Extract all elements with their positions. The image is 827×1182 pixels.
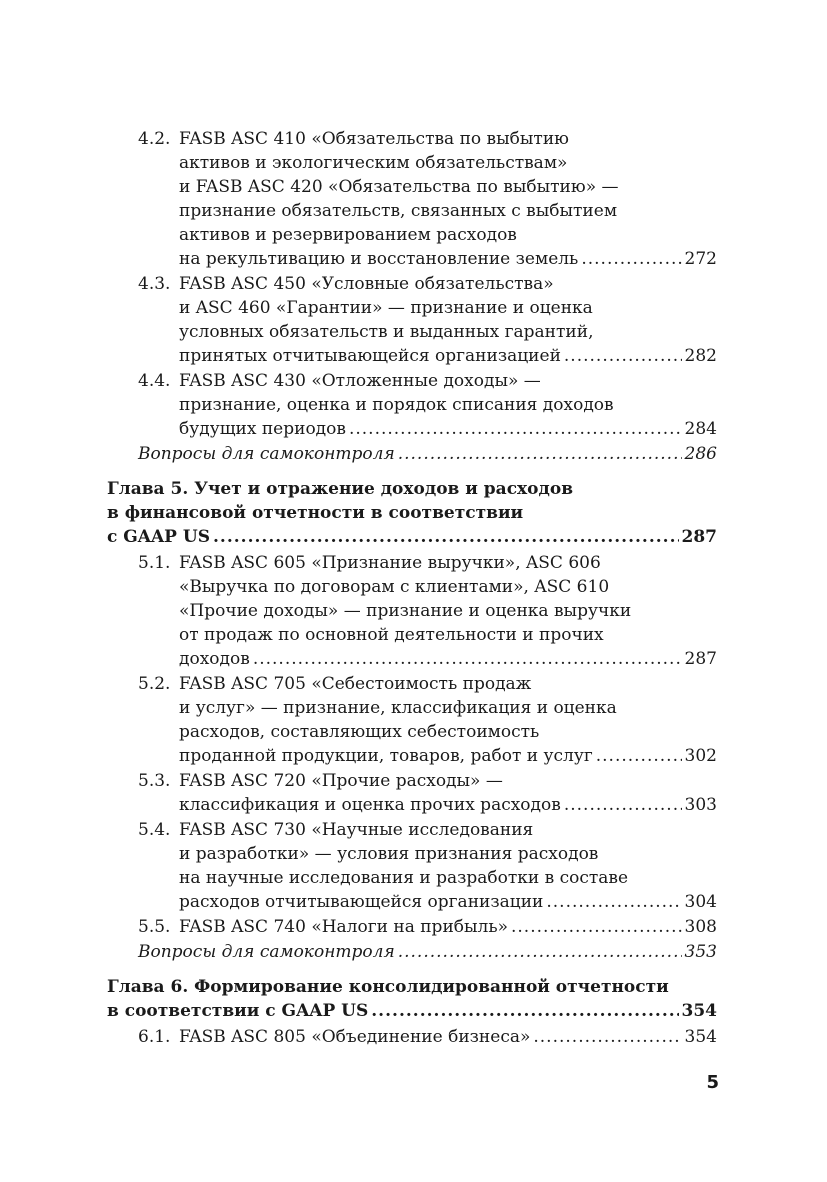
toc-section <box>107 127 717 271</box>
toc-leader-line <box>179 344 717 368</box>
toc-section-number: 5.2. <box>138 674 171 694</box>
toc-entry-text: с GAAP US <box>107 527 210 547</box>
toc-section-line: и ASC 460 «Гарантии» — признание и оценка <box>179 298 593 318</box>
toc-entry-text: Вопросы для самоконтроля <box>138 444 395 464</box>
toc-section-line: и FASB ASC 420 «Обязательства по выбытию» — <box>179 177 619 197</box>
toc-section-line: признание обязательств, связанных с выбытием <box>179 201 618 221</box>
toc-page-number: 286 <box>684 444 717 464</box>
toc-entry-text: будущих периодов <box>179 419 346 439</box>
toc-section-line: расходов, составляющих себестоимость <box>179 722 540 742</box>
toc-chapter <box>107 975 717 1023</box>
toc-dot-leader <box>253 647 682 671</box>
toc-section <box>107 769 717 817</box>
toc-entry-text: FASB ASC 805 «Объединение бизнеса» <box>179 1027 531 1047</box>
toc-section-line: от продаж по основной деятельности и прочих <box>179 625 604 645</box>
toc-chapter-line: Глава 5. Учет и отражение доходов и расходов <box>107 479 574 499</box>
toc-section-line: активов и резервированием расходов <box>179 225 517 245</box>
toc-leader-line <box>179 247 717 271</box>
toc-section-line: условных обязательств и выданных гарантий, <box>179 322 594 342</box>
toc-page-number: 354 <box>681 1001 717 1021</box>
toc-section <box>107 272 717 368</box>
toc-leader-line <box>179 890 717 914</box>
toc-entry-text: принятых отчитывающейся организацией <box>179 346 561 366</box>
toc-section <box>107 551 717 671</box>
toc-section <box>107 1025 717 1049</box>
toc-section-number: 4.2. <box>138 129 171 149</box>
toc-section-line: активов и экологическим обязательствам» <box>179 153 568 173</box>
toc-entry-text: Вопросы для самоконтроля <box>138 942 395 962</box>
toc-dot-leader <box>398 940 682 964</box>
toc-section-number: 5.4. <box>138 820 171 840</box>
toc-leader-line <box>179 744 717 768</box>
toc-questions <box>107 442 717 466</box>
toc-section-number: 5.5. <box>138 917 171 937</box>
toc-section-number: 5.1. <box>138 553 171 573</box>
toc-leader-line <box>107 999 717 1023</box>
toc-leader-line <box>179 647 717 671</box>
toc-page-number: 302 <box>684 746 717 766</box>
toc-dot-leader <box>564 344 682 368</box>
toc-section-number: 4.3. <box>138 274 171 294</box>
toc-section-line: на научные исследования и разработки в составе <box>179 868 629 888</box>
toc-page-number: 287 <box>684 649 717 669</box>
toc-section <box>107 369 717 441</box>
toc-page-number: 287 <box>681 527 717 547</box>
toc-chapter <box>107 477 717 549</box>
toc-chapter-line: Глава 6. Формирование консолидированной отчетности <box>107 977 669 997</box>
toc-page-number: 304 <box>684 892 717 912</box>
toc-section-line: FASB ASC 720 «Прочие расходы» — <box>179 771 503 791</box>
toc-section-line: FASB ASC 605 «Признание выручки», ASC 606 <box>179 553 601 573</box>
toc-page-number: 354 <box>684 1027 717 1047</box>
toc-questions <box>107 940 717 964</box>
toc-leader-line <box>107 525 717 549</box>
toc-dot-leader <box>581 247 681 271</box>
toc-section-line: и услуг» — признание, классификация и оценка <box>179 698 617 718</box>
toc-section-line: «Выручка по договорам с клиентами», ASC 610 <box>179 577 610 597</box>
toc-entry-text: на рекультивацию и восстановление земель <box>179 249 579 269</box>
toc-dot-leader <box>546 890 681 914</box>
toc-entry-text: классификация и оценка прочих расходов <box>179 795 561 815</box>
page-number: 5 <box>706 1072 719 1093</box>
toc-leader-line <box>138 940 717 964</box>
toc-section-line: FASB ASC 705 «Себестоимость продаж <box>179 674 532 694</box>
toc-section-number: 4.4. <box>138 371 171 391</box>
toc-entry-text: доходов <box>179 649 250 669</box>
toc-section-line: и разработки» — условия признания расходов <box>179 844 599 864</box>
toc-dot-leader <box>511 915 682 939</box>
toc-entry-text: расходов отчитывающейся организации <box>179 892 544 912</box>
toc-leader-line <box>179 417 717 441</box>
toc-leader-line <box>138 442 717 466</box>
toc-dot-leader <box>349 417 682 441</box>
toc-dot-leader <box>371 999 678 1023</box>
toc-section-line: FASB ASC 430 «Отложенные доходы» — <box>179 371 541 391</box>
toc-entry-text: проданной продукции, товаров, работ и услуг <box>179 746 593 766</box>
toc-section <box>107 672 717 768</box>
toc-page-number: 308 <box>684 917 717 937</box>
toc-page-number: 303 <box>684 795 717 815</box>
toc-leader-line <box>179 793 717 817</box>
toc-section-line: «Прочие доходы» — признание и оценка выручки <box>179 601 632 621</box>
toc-section-number: 5.3. <box>138 771 171 791</box>
toc-page-number: 353 <box>684 942 717 962</box>
toc-dot-leader <box>213 525 679 549</box>
toc-section <box>107 915 717 939</box>
toc-section-line: признание, оценка и порядок списания доходов <box>179 395 614 415</box>
toc-entry-text: FASB ASC 740 «Налоги на прибыль» <box>179 917 508 937</box>
table-of-contents <box>107 127 717 1050</box>
toc-leader-line <box>179 915 717 939</box>
toc-dot-leader <box>596 744 682 768</box>
toc-section <box>107 818 717 914</box>
toc-page-number: 272 <box>684 249 717 269</box>
toc-section-line: FASB ASC 450 «Условные обязательства» <box>179 274 554 294</box>
toc-page-number: 284 <box>684 419 717 439</box>
toc-entry-text: в соответствии с GAAP US <box>107 1001 369 1021</box>
toc-dot-leader <box>533 1025 681 1049</box>
toc-chapter-line: в финансовой отчетности в соответствии <box>107 503 524 523</box>
toc-leader-line <box>179 1025 717 1049</box>
toc-section-line: FASB ASC 730 «Научные исследования <box>179 820 534 840</box>
toc-dot-leader <box>564 793 682 817</box>
toc-section-line: FASB ASC 410 «Обязательства по выбытию <box>179 129 569 149</box>
toc-page-number: 282 <box>684 346 717 366</box>
toc-section-number: 6.1. <box>138 1027 171 1047</box>
toc-dot-leader <box>398 442 682 466</box>
